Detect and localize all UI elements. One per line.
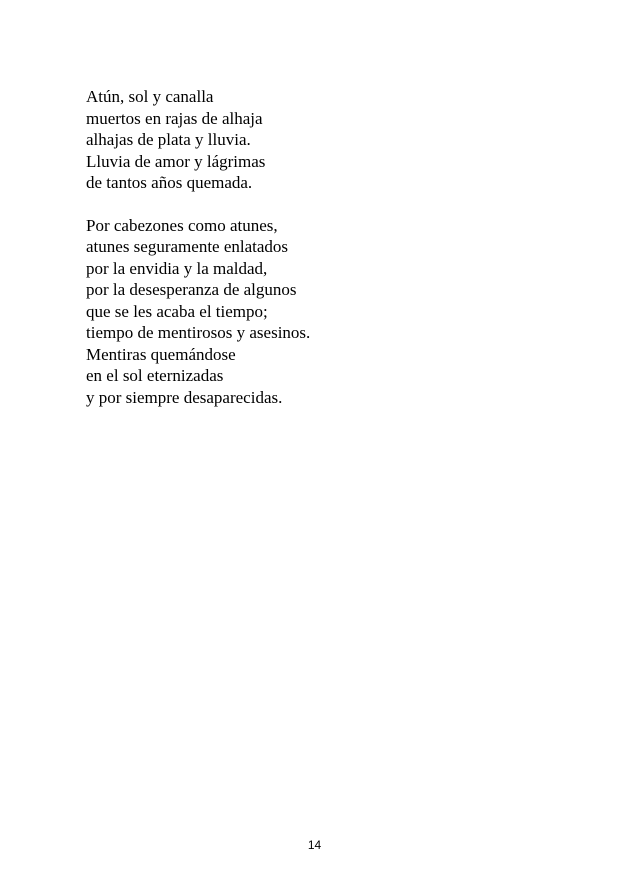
poem-line: alhajas de plata y lluvia. (86, 130, 251, 149)
poem-line: de tantos años quemada. (86, 173, 253, 192)
poem-line: muertos en rajas de alhaja (86, 108, 263, 128)
poem-line: y por siempre desaparecidas. (86, 387, 283, 407)
poem-line: Mentiras quemándose (86, 344, 236, 364)
poem-line: por la envidia y la maldad, (86, 258, 268, 278)
stanza-2 (86, 215, 546, 409)
poem-line: que se les acaba el tiempo; (86, 301, 268, 321)
poem-line: Lluvia de amor y lágrimas (86, 151, 266, 171)
poem-line: tiempo de mentirosos y asesinos. (86, 323, 311, 342)
page-number: 14 (307, 838, 322, 852)
stanza-1 (86, 86, 546, 194)
poem-line: atunes seguramente enlatados (86, 237, 289, 256)
poem (86, 86, 546, 408)
poem-line: Atún, sol y canalla (86, 87, 214, 106)
poem-line: por la desesperanza de algunos (86, 280, 297, 299)
poem-line: Por cabezones como atunes, (86, 215, 278, 235)
poem-line: en el sol eternizadas (86, 366, 224, 385)
